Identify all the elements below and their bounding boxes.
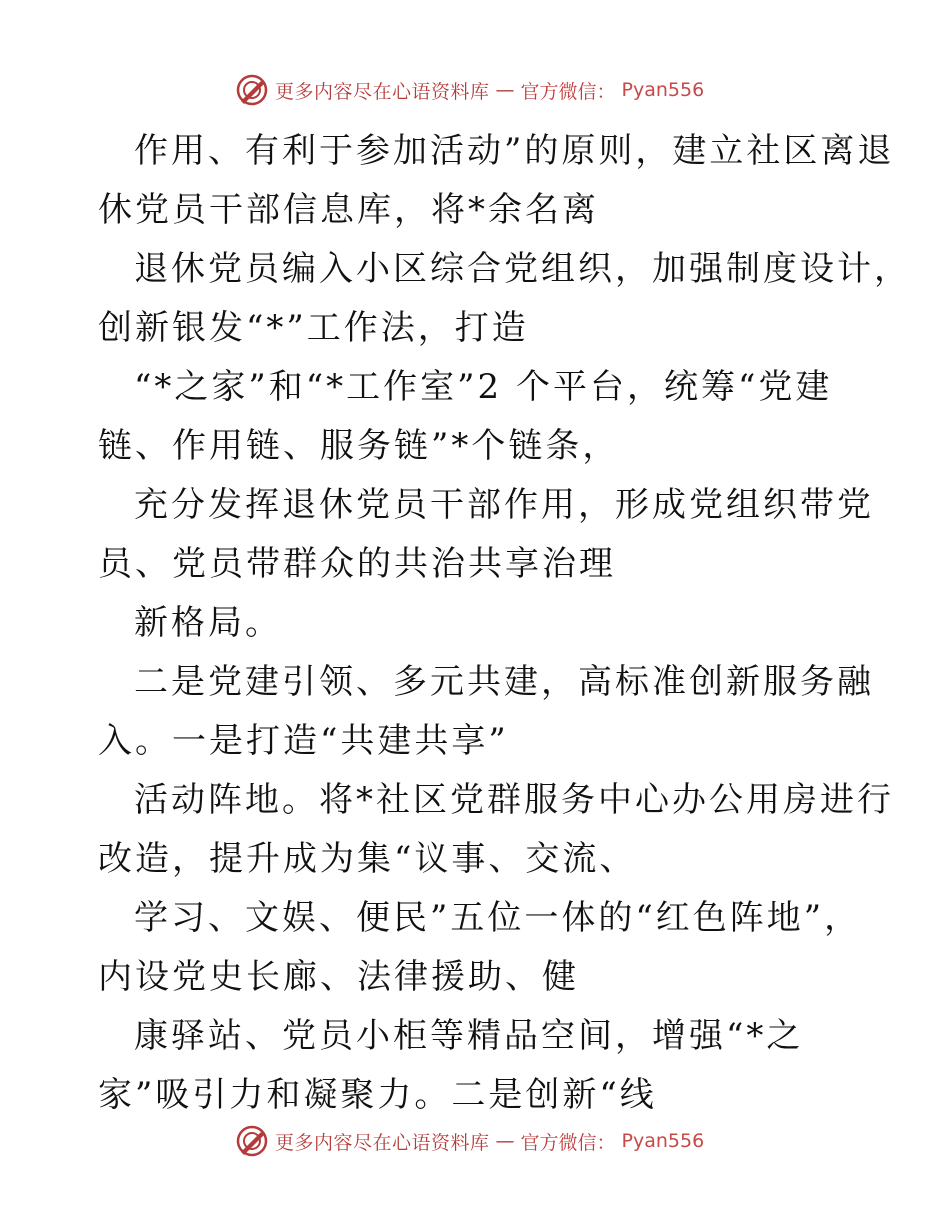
body-line: 创新银发“*”工作法，打造 <box>98 308 529 348</box>
body-line: 充分发挥退休党员干部作用，形成党组织带党 <box>134 485 874 525</box>
body-line: 入。一是打造“共建共享” <box>98 721 509 761</box>
header-watermark-banner <box>235 72 704 108</box>
body-line: 链、作用链、服务链”*个链条， <box>98 426 620 466</box>
banner-brand-text: 更多内容尽在心语资料库 <box>275 80 490 103</box>
banner-brand-text: 更多内容尽在心语资料库 <box>275 1131 490 1154</box>
body-line: 休党员干部信息库，将*余名离 <box>98 190 599 230</box>
body-line: 内设党史长廊、法律援助、健 <box>98 957 579 997</box>
body-line: 活动阵地。将*社区党群服务中心办公用房进行 <box>134 780 894 820</box>
footer-watermark-banner <box>235 1123 704 1159</box>
banner-wechat-id: Pyan556 <box>621 79 705 101</box>
body-line: 员、党员带群众的共治共享治理 <box>98 544 616 584</box>
banner-wechat-id: Pyan556 <box>621 1130 705 1152</box>
body-line: 康驿站、党员小柜等精品空间，增强“*之 <box>134 1016 804 1056</box>
body-line: 退休党员编入小区综合党组织，加强制度设计， <box>134 249 911 289</box>
body-line: “*之家”和“*工作室”2 个平台，统筹“党建 <box>134 367 833 407</box>
banner-separator: — <box>495 1130 515 1152</box>
document-body <box>98 122 911 1125</box>
banner-wechat-label: 官方微信： <box>520 80 616 103</box>
logo-icon <box>235 1124 269 1158</box>
body-line: 新格局。 <box>134 603 282 643</box>
body-line: 二是党建引领、多元共建，高标准创新服务融 <box>134 662 874 702</box>
body-line: 学习、文娱、便民”五位一体的“红色阵地”， <box>134 898 862 938</box>
banner-separator: — <box>495 79 515 101</box>
banner-wechat-label: 官方微信： <box>520 1131 616 1154</box>
body-line: 作用、有利于参加活动”的原则，建立社区离退 <box>134 131 895 171</box>
body-line: 改造，提升成为集“议事、交流、 <box>98 839 637 879</box>
body-line: 家”吸引力和凝聚力。二是创新“线 <box>98 1075 657 1115</box>
logo-icon <box>235 73 269 107</box>
